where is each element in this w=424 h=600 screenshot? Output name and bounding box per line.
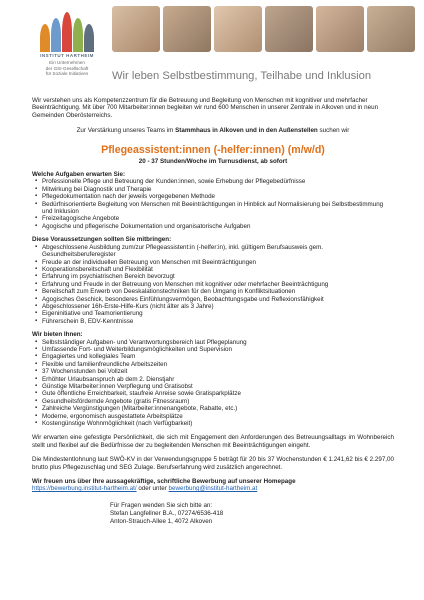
offers-title: Wir bieten Ihnen: [32,331,83,339]
slogan: Wir leben Selbstbestimmung, Teilhabe und Inklusion [112,70,372,82]
list-item: ▪ Gute öffentliche Erreichbarkeit, staufreie Anreise sowie Gratisparkplätze [42,390,394,397]
apply-website-link[interactable]: https://bewerbung.institut-hartheim.at/ [32,485,137,493]
logo [22,8,112,77]
intro-text: Wir verstehen uns als Kompetenzzentrum für die Betreuung und Begleitung von Menschen mit kognitiver und mehrfacher Beeinträchtigung. Mit über 700 Mitarbeiter:innen begleiten wir rund 600 Menschen in unserer Zentrale in Alkoven und in neun Gemeinden Oberösterreichs. [32,97,379,119]
list-item: ▪ Zahlreiche Vergünstigungen (Mitarbeiter:innenangebote, Rabatte, etc.) [42,405,394,412]
list-item: ▪ Flexible und familienfreundliche Arbeitszeiten [42,361,394,368]
contact-intro: Für Fragen wenden Sie sich bitte an: [110,501,213,509]
header-photo [367,6,415,52]
job-posting [32,97,394,526]
list-item: ▪ Agogische und pflegerische Dokumentation und organisatorische Aufgaben [42,223,394,230]
list-item: ▪ Bedürfnisorientierte Begleitung von Menschen mit Beeinträchtigungen in Hinblick auf Normalisierung bei Selbstbestimmung und Inklusion [42,201,394,216]
header-photo [214,6,262,52]
list-item: ▪ Abgeschlossener 16h-Erste-Hilfe-Kurs (nicht älter als 3 Jahre) [42,303,394,310]
tasks-title: Welche Aufgaben erwarten Sie: [32,171,126,179]
logo-figures-icon [32,8,102,52]
header [0,0,424,92]
search-sentence: Zur Verstärkung unseres Teams im Stammhaus in Alkoven und in den Außenstellen suchen wir [76,127,350,135]
list-item: ▪ Umfassende Fort- und Weiterbildungsmöglichkeiten und Supervision [42,346,394,353]
list-item: ▪ Günstige Mitarbeiter:innen Verpflegung und Gratisobst [42,383,394,390]
apply-block: Wir freuen uns über Ihre aussagekräftige, schriftliche Bewerbung auf unserer Homepage https://bewerbung.institut-hartheim.at/ oder unter bewerbung@institut-hartheim.at [32,478,296,493]
apply-email-link[interactable]: bewerbung@institut-hartheim.at [168,485,258,493]
header-photos [112,6,415,52]
list-item: ▪ Kostengünstige Wohnmöglichkeit (nach Verfügbarkeit) [42,420,394,427]
logo-subtitle: Ein Unternehmen der GSI-Gesellschaft für Soziale Initiativen [45,60,89,77]
list-item: ▪ Bereitschaft zum Erwerb von Deeskalationstechniken für den Umgang in Konfliktsituationen [42,288,394,295]
salary-text: Die Mindestentlohnung laut SWÖ-KV in der Verwendungsgruppe 5 beträgt für 20 bis 37 Wochenstunden € 1.241,62 bis € 2.297,00 brutto plus Pflegezuschlag und SEG Zulage. Berufserfahrung wird zusätzlich angerechnet. [32,456,394,471]
list-item: ▪ 37 Wochenstunden bei Vollzeit [42,368,394,375]
contact-address: Anton-Strauch-Allee 1, 4072 Alkoven [110,518,213,526]
list-item: ▪ Gesundheitsfördernde Angebote (gratis Fitnessraum) [42,398,394,405]
requirements-list [32,244,394,325]
apply-heading: Wir freuen uns über Ihre aussagekräftige, schriftliche Bewerbung auf unserer Homepage [32,478,296,486]
tasks-list [32,178,394,230]
contact-block [32,502,394,527]
logo-name: INSTITUT HARTHEIM [40,53,94,58]
requirements-title: Diese Voraussetzungen sollten Sie mitbringen: [32,236,172,244]
list-item: ▪ Freizeitagogische Angebote [42,215,394,222]
list-item: ▪ Eigeninitiative und Teamorientierung [42,310,394,317]
list-item: ▪ Erfahrung und Freude in der Betreuung von Menschen mit kognitiver oder mehrfacher Beeinträchtigung [42,281,394,288]
list-item: ▪ Agogisches Geschick, besonderes Einfühlungsvermögen, Beobachtungsgabe und Reflexionsfähigkeit [42,296,394,303]
header-photo [163,6,211,52]
header-photo [112,6,160,52]
list-item: ▪ Pflegedokumentation nach der jeweils vorgegebenen Methode [42,193,394,200]
list-item: ▪ Selbstständiger Aufgaben- und Verantwortungsbereich laut Pflegeplanung [42,339,394,346]
list-item: ▪ Engagiertes und kollegiales Team [42,353,394,360]
list-item: ▪ Moderne, ergonomisch ausgestattete Arbeitsplätze [42,413,394,420]
list-item: ▪ Kooperationsbereitschaft und Flexibilität [42,266,394,273]
header-photo [316,6,364,52]
offers-list [32,339,394,428]
list-item: ▪ Professionelle Pflege und Betreuung der Kunden:innen, sowie Erhebung der Pflegebedürfnisse [42,178,394,185]
list-item: ▪ Erfahrung im psychiatrischen Bereich bevorzugt [42,273,394,280]
list-item: ▪ Mitwirkung bei Diagnostik und Therapie [42,186,394,193]
header-photo [265,6,313,52]
list-item: ▪ Erhöhter Urlaubsanspruch ab dem 2. Dienstjahr [42,376,394,383]
job-title: Pflegeassistent:innen (-helfer:innen) (m/w/d) [101,143,325,156]
contact-person: Stefan Langfellner B.A., 07274/6536-418 [110,510,224,518]
list-item: ▪ Führerschein B, EDV-Kenntnisse [42,318,394,325]
list-item: ▪ Freude an der individuellen Betreuung von Menschen mit Beeinträchtigungen [42,259,394,266]
job-hours: 20 - 37 Stunden/Woche im Turnusdienst, ab sofort [138,157,288,165]
closing-text: Wir erwarten eine gefestigte Persönlichkeit, die sich mit Engagement den Anforderungen des Betreuungsalltags im Wohnbereich stellt und flexibel auf die Bedürfnisse der zu begleitenden Menschen mit Beeinträchtigungen eingeht. [32,434,394,449]
list-item: ▪ Abgeschlossene Ausbildung zum/zur Pflegeassistent:in (-helfer:in), inkl. gültigem Berufsausweis gem. Gesundheitsberuferegister [42,244,394,259]
